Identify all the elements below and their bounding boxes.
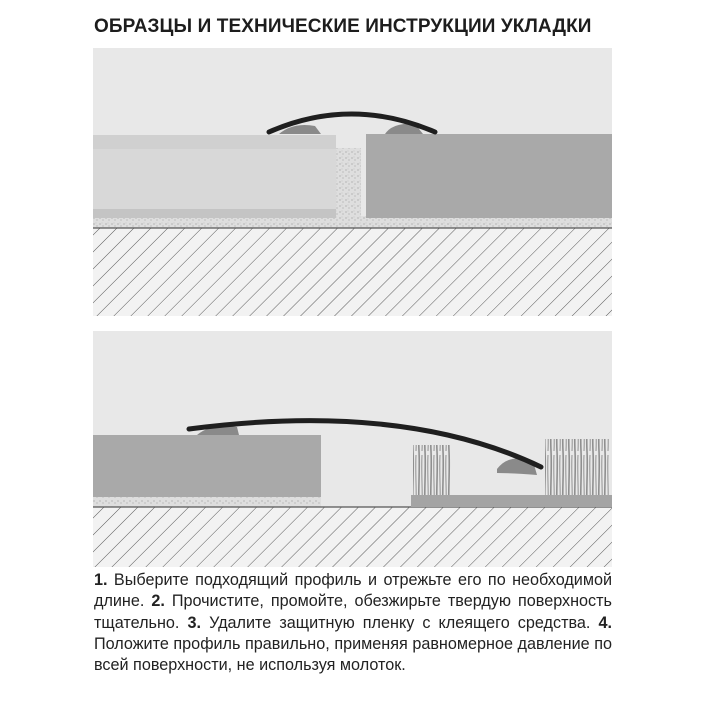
subfloor-hatch xyxy=(93,228,612,316)
t-profile-illustration xyxy=(93,48,612,316)
step-3-number: 3. xyxy=(187,613,201,632)
left-board-top xyxy=(93,135,336,149)
transition-profile-illustration xyxy=(93,331,612,567)
step-1-number: 1. xyxy=(94,571,108,589)
step-4-text: Положите профиль правильно, применяя равномерное давление по всей поверхности, не используя молоток. xyxy=(94,634,612,675)
step-3-text: Удалите защитную пленку с клеящего средства. xyxy=(201,613,599,632)
right-board xyxy=(366,134,612,218)
carpet-backing xyxy=(411,495,612,507)
hard-floor-board xyxy=(93,435,321,497)
left-board-face xyxy=(93,149,336,209)
step-4-number: 4. xyxy=(598,613,612,632)
diagram-transition-profile xyxy=(93,331,612,567)
left-board-bottom xyxy=(93,209,336,218)
subfloor-hatch xyxy=(93,507,612,567)
step-2-text: Прочистите, промойте, обезжирьте твердую поверхность тщательно. xyxy=(94,592,612,632)
gap-filler xyxy=(333,148,361,218)
step-1-text: Выберите подходящий профиль и отрежьте его по необходимой длине. xyxy=(94,571,612,611)
installation-instructions xyxy=(94,570,612,676)
step-2-number: 2. xyxy=(151,592,165,611)
diagram-t-profile xyxy=(93,48,612,316)
page-title: ОБРАЗЦЫ И ТЕХНИЧЕСКИЕ ИНСТРУКЦИИ УКЛАДКИ xyxy=(94,16,592,37)
carpet-fibers-right xyxy=(545,439,609,495)
carpet-fibers-left xyxy=(413,445,451,495)
